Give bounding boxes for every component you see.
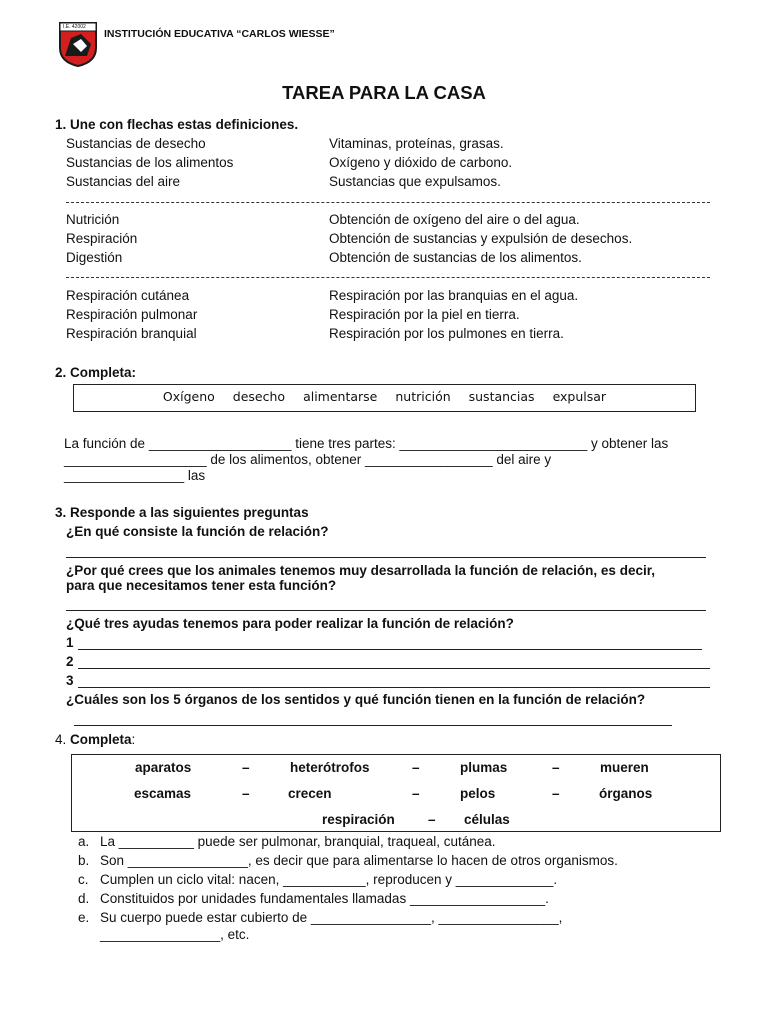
section3-heading: 3. Responde a las siguientes preguntas (55, 505, 309, 520)
match-right: Obtención de sustancias y expulsión de desechos. (329, 231, 633, 246)
word-bank-item: plumas (460, 760, 508, 775)
word-bank-separator: – (412, 760, 420, 775)
word-bank-item: desecho (232, 389, 286, 404)
match-right: Oxígeno y dióxido de carbono. (329, 155, 513, 170)
item-text: La __________ puede ser pulmonar, branquial, traqueal, cutánea. (100, 834, 496, 849)
word-bank-item: escamas (134, 786, 192, 801)
item-text: Son ________________, es decir que para alimentarse lo hacen de otros organismos. (100, 853, 618, 868)
word-bank-item: nutrición (395, 389, 451, 404)
divider (66, 202, 710, 203)
word-bank-separator: – (242, 760, 250, 775)
match-left: Respiración cutánea (66, 288, 190, 303)
word-bank-item: expulsar (552, 389, 607, 404)
word-bank-item: mueren (600, 760, 649, 775)
answer-line (66, 610, 706, 611)
school-name: INSTITUCIÓN EDUCATIVA “CARLOS WIESSE” (104, 28, 335, 40)
item-text: Constituidos por unidades fundamentales llamadas __________________. (100, 891, 549, 906)
item-text: ________________, etc. (100, 927, 250, 942)
school-logo (57, 20, 99, 68)
fill-in-text: ___________________ de los alimentos, obtener _________________ del aire y (64, 452, 552, 467)
question: ¿En qué consiste la función de relación? (66, 524, 329, 539)
item-text: Su cuerpo puede estar cubierto de ________________, ________________, (100, 910, 563, 925)
word-bank-item: heterótrofos (290, 760, 370, 775)
answer-line (66, 557, 706, 558)
item-letter: a. (78, 834, 90, 849)
fill-in-text: La función de ___________________ tiene tres partes: _________________________ y obtener las (64, 436, 669, 451)
word-bank-separator: – (242, 786, 250, 801)
word-bank-box (71, 754, 721, 832)
section4-number: 4. (55, 732, 67, 747)
match-right: Vitaminas, proteínas, grasas. (329, 136, 504, 151)
word-bank-item: alimentarse (303, 389, 378, 404)
question: para que necesitamos tener esta función? (66, 578, 337, 593)
item-letter: c. (78, 872, 89, 887)
word-bank-box (73, 384, 696, 412)
match-left: Respiración branquial (66, 326, 197, 341)
answer-number: 3 (66, 673, 74, 688)
match-right: Respiración por las branquias en el agua. (329, 288, 579, 303)
word-bank-separator: – (428, 812, 436, 827)
word-bank-item: pelos (460, 786, 496, 801)
answer-line (78, 649, 702, 650)
answer-line (78, 668, 710, 669)
answer-line (78, 687, 710, 688)
match-left: Sustancias del aire (66, 174, 181, 189)
word-bank-item: respiración (322, 812, 395, 827)
page-title: TAREA PARA LA CASA (282, 82, 486, 103)
answer-number: 2 (66, 654, 74, 669)
fill-in-text: ________________ las (64, 468, 206, 483)
word-bank-item: Oxígeno (162, 389, 215, 404)
logo-text: I.E. 42002 (63, 24, 86, 30)
section4-title: Completa (70, 732, 132, 747)
match-left: Respiración (66, 231, 138, 246)
question: ¿Cuáles son los 5 órganos de los sentidos y qué función tienen en la función de relación? (66, 692, 646, 707)
match-right: Obtención de sustancias de los alimentos. (329, 250, 582, 265)
question: ¿Por qué crees que los animales tenemos muy desarrollada la función de relación, es decir, (66, 563, 655, 578)
word-bank-item: órganos (599, 786, 653, 801)
word-bank-item: sustancias (468, 389, 535, 404)
question: ¿Qué tres ayudas tenemos para poder realizar la función de relación? (66, 616, 514, 631)
match-right: Sustancias que expulsamos. (329, 174, 501, 189)
word-bank (74, 389, 695, 404)
section4-colon: : (131, 732, 136, 747)
word-bank-item: células (464, 812, 510, 827)
word-bank-separator: – (412, 786, 420, 801)
section2-heading: 2. Completa: (55, 365, 137, 380)
match-left: Sustancias de los alimentos (66, 155, 234, 170)
item-text: Cumplen un ciclo vital: nacen, ___________, reproducen y _____________. (100, 872, 558, 887)
item-letter: b. (78, 853, 90, 868)
word-bank-separator: – (552, 786, 560, 801)
match-right: Respiración por la piel en tierra. (329, 307, 520, 322)
match-left: Respiración pulmonar (66, 307, 198, 322)
word-bank-separator: – (552, 760, 560, 775)
item-letter: d. (78, 891, 90, 906)
match-left: Nutrición (66, 212, 120, 227)
answer-number: 1 (66, 635, 74, 650)
match-left: Sustancias de desecho (66, 136, 206, 151)
match-right: Obtención de oxígeno del aire o del agua. (329, 212, 580, 227)
match-right: Respiración por los pulmones en tierra. (329, 326, 564, 341)
word-bank-item: aparatos (135, 760, 192, 775)
match-left: Digestión (66, 250, 123, 265)
section1-heading: 1. Une con flechas estas definiciones. (55, 117, 299, 132)
section4-heading (55, 732, 135, 748)
word-bank-item: crecen (288, 786, 332, 801)
answer-line (74, 725, 672, 726)
item-letter: e. (78, 910, 90, 925)
divider (66, 277, 710, 278)
